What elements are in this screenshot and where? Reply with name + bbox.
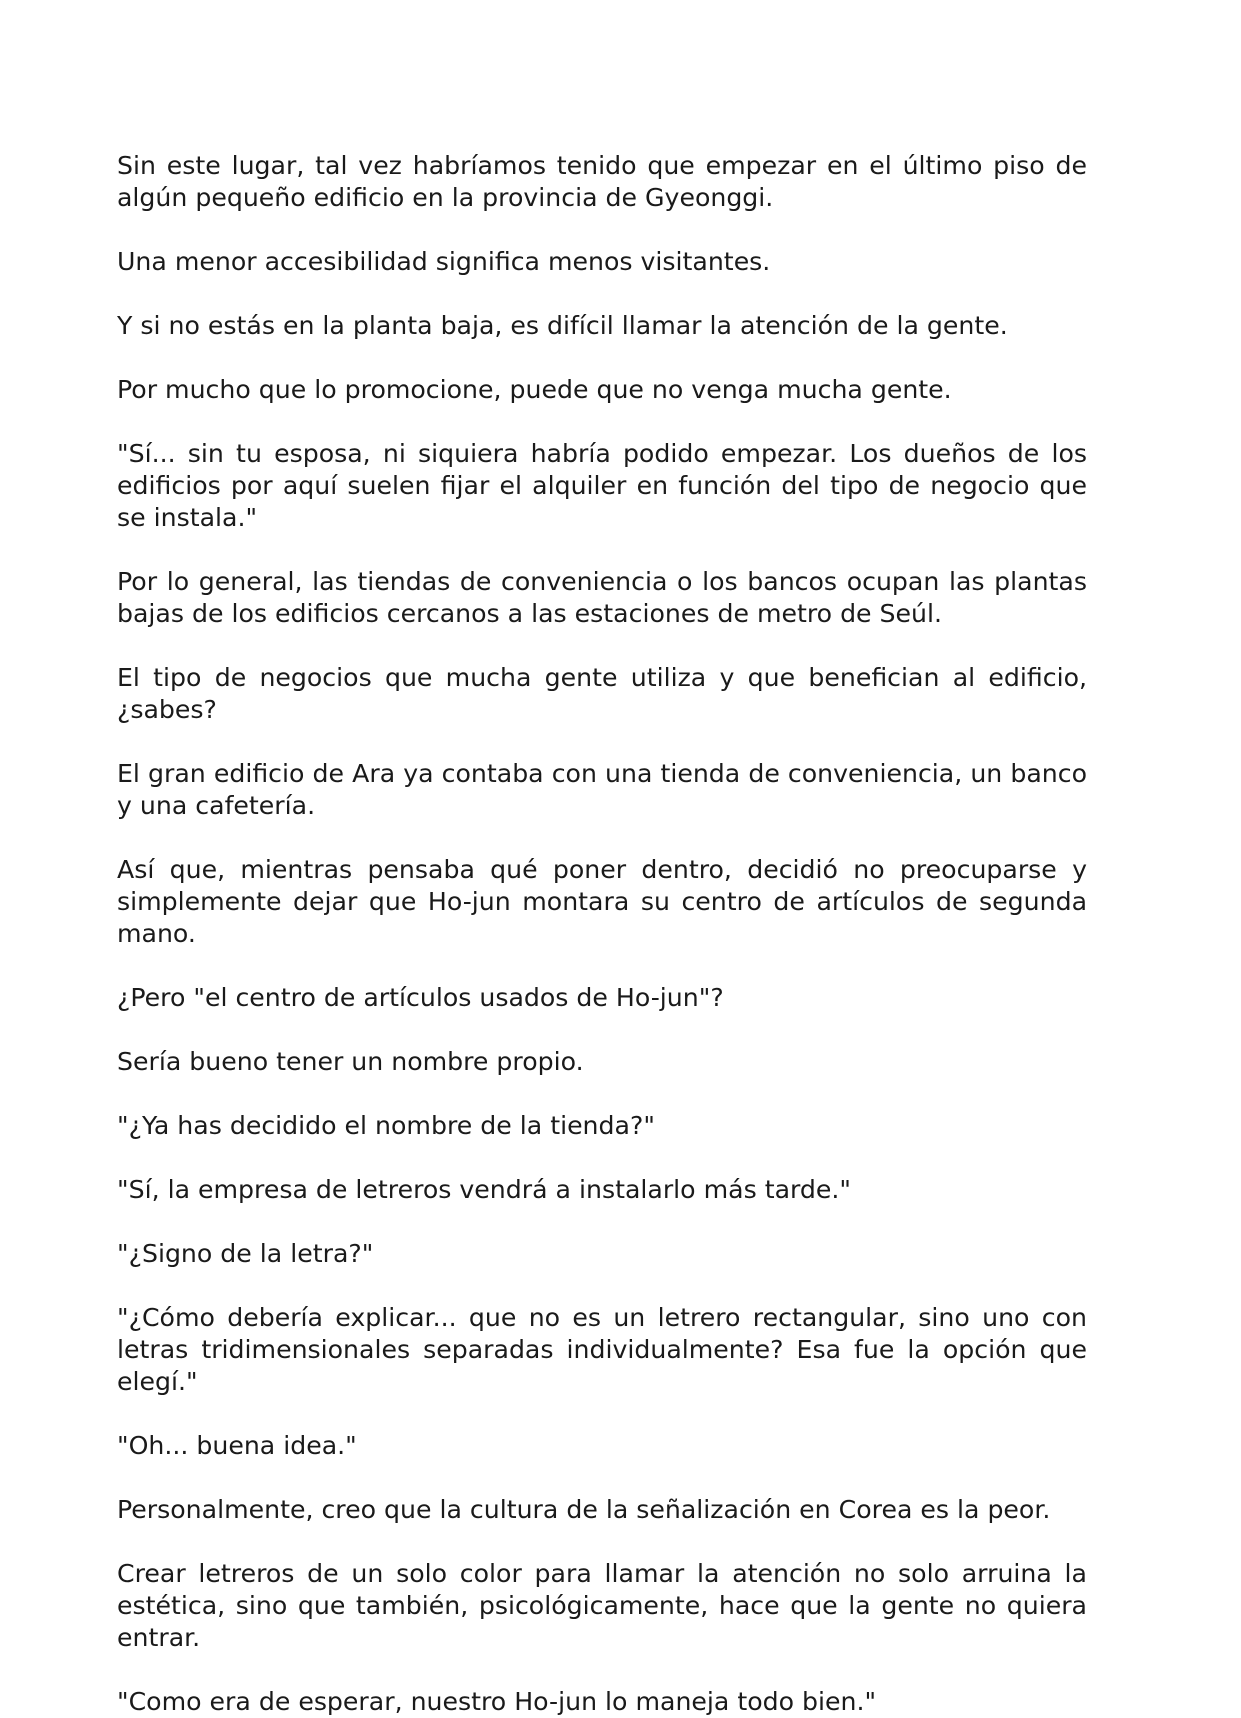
paragraph: ¿Pero "el centro de artículos usados de Ho-jun"? (117, 983, 724, 1012)
paragraph: Sería bueno tener un nombre propio. (117, 1047, 584, 1076)
paragraph: "Como era de esperar, nuestro Ho-jun lo maneja todo bien." (117, 1687, 877, 1716)
paragraph: Sin este lugar, tal vez habríamos tenido que empezar en el último piso de algún pequeño edificio en la provincia de Gyeonggi. (117, 151, 1087, 212)
paragraph: "Sí, la empresa de letreros vendrá a instalarlo más tarde." (117, 1175, 851, 1204)
paragraph: El tipo de negocios que mucha gente utiliza y que benefician al edificio, ¿sabes? (117, 663, 1087, 724)
paragraph: Y si no estás en la planta baja, es difícil llamar la atención de la gente. (117, 311, 1008, 340)
paragraph: Personalmente, creo que la cultura de la señalización en Corea es la peor. (117, 1495, 1051, 1524)
paragraph: "¿Signo de la letra?" (117, 1239, 374, 1268)
document-body (117, 150, 1087, 1718)
paragraph: "Sí... sin tu esposa, ni siquiera habría podido empezar. Los dueños de los edificios por aquí suelen fijar el alquiler en función del tipo de negocio que se instala." (117, 439, 1087, 532)
paragraph: Una menor accesibilidad significa menos visitantes. (117, 247, 771, 276)
paragraph: Crear letreros de un solo color para llamar la atención no solo arruina la estética, sino que también, psicológicamente, hace que la gente no quiera entrar. (117, 1559, 1087, 1652)
paragraph: Por mucho que lo promocione, puede que no venga mucha gente. (117, 375, 952, 404)
paragraph: Así que, mientras pensaba qué poner dentro, decidió no preocuparse y simplemente dejar que Ho-jun montara su centro de artículos de segunda mano. (117, 855, 1087, 948)
paragraph: "¿Ya has decidido el nombre de la tienda?" (117, 1111, 655, 1140)
paragraph: Por lo general, las tiendas de conveniencia o los bancos ocupan las plantas bajas de los edificios cercanos a las estaciones de metro de Seúl. (117, 567, 1087, 628)
paragraph: "¿Cómo debería explicar... que no es un letrero rectangular, sino uno con letras tridimensionales separadas individualmente? Esa fue la opción que elegí." (117, 1303, 1087, 1396)
paragraph: El gran edificio de Ara ya contaba con una tienda de conveniencia, un banco y una cafetería. (117, 759, 1087, 820)
paragraph: "Oh... buena idea." (117, 1431, 357, 1460)
